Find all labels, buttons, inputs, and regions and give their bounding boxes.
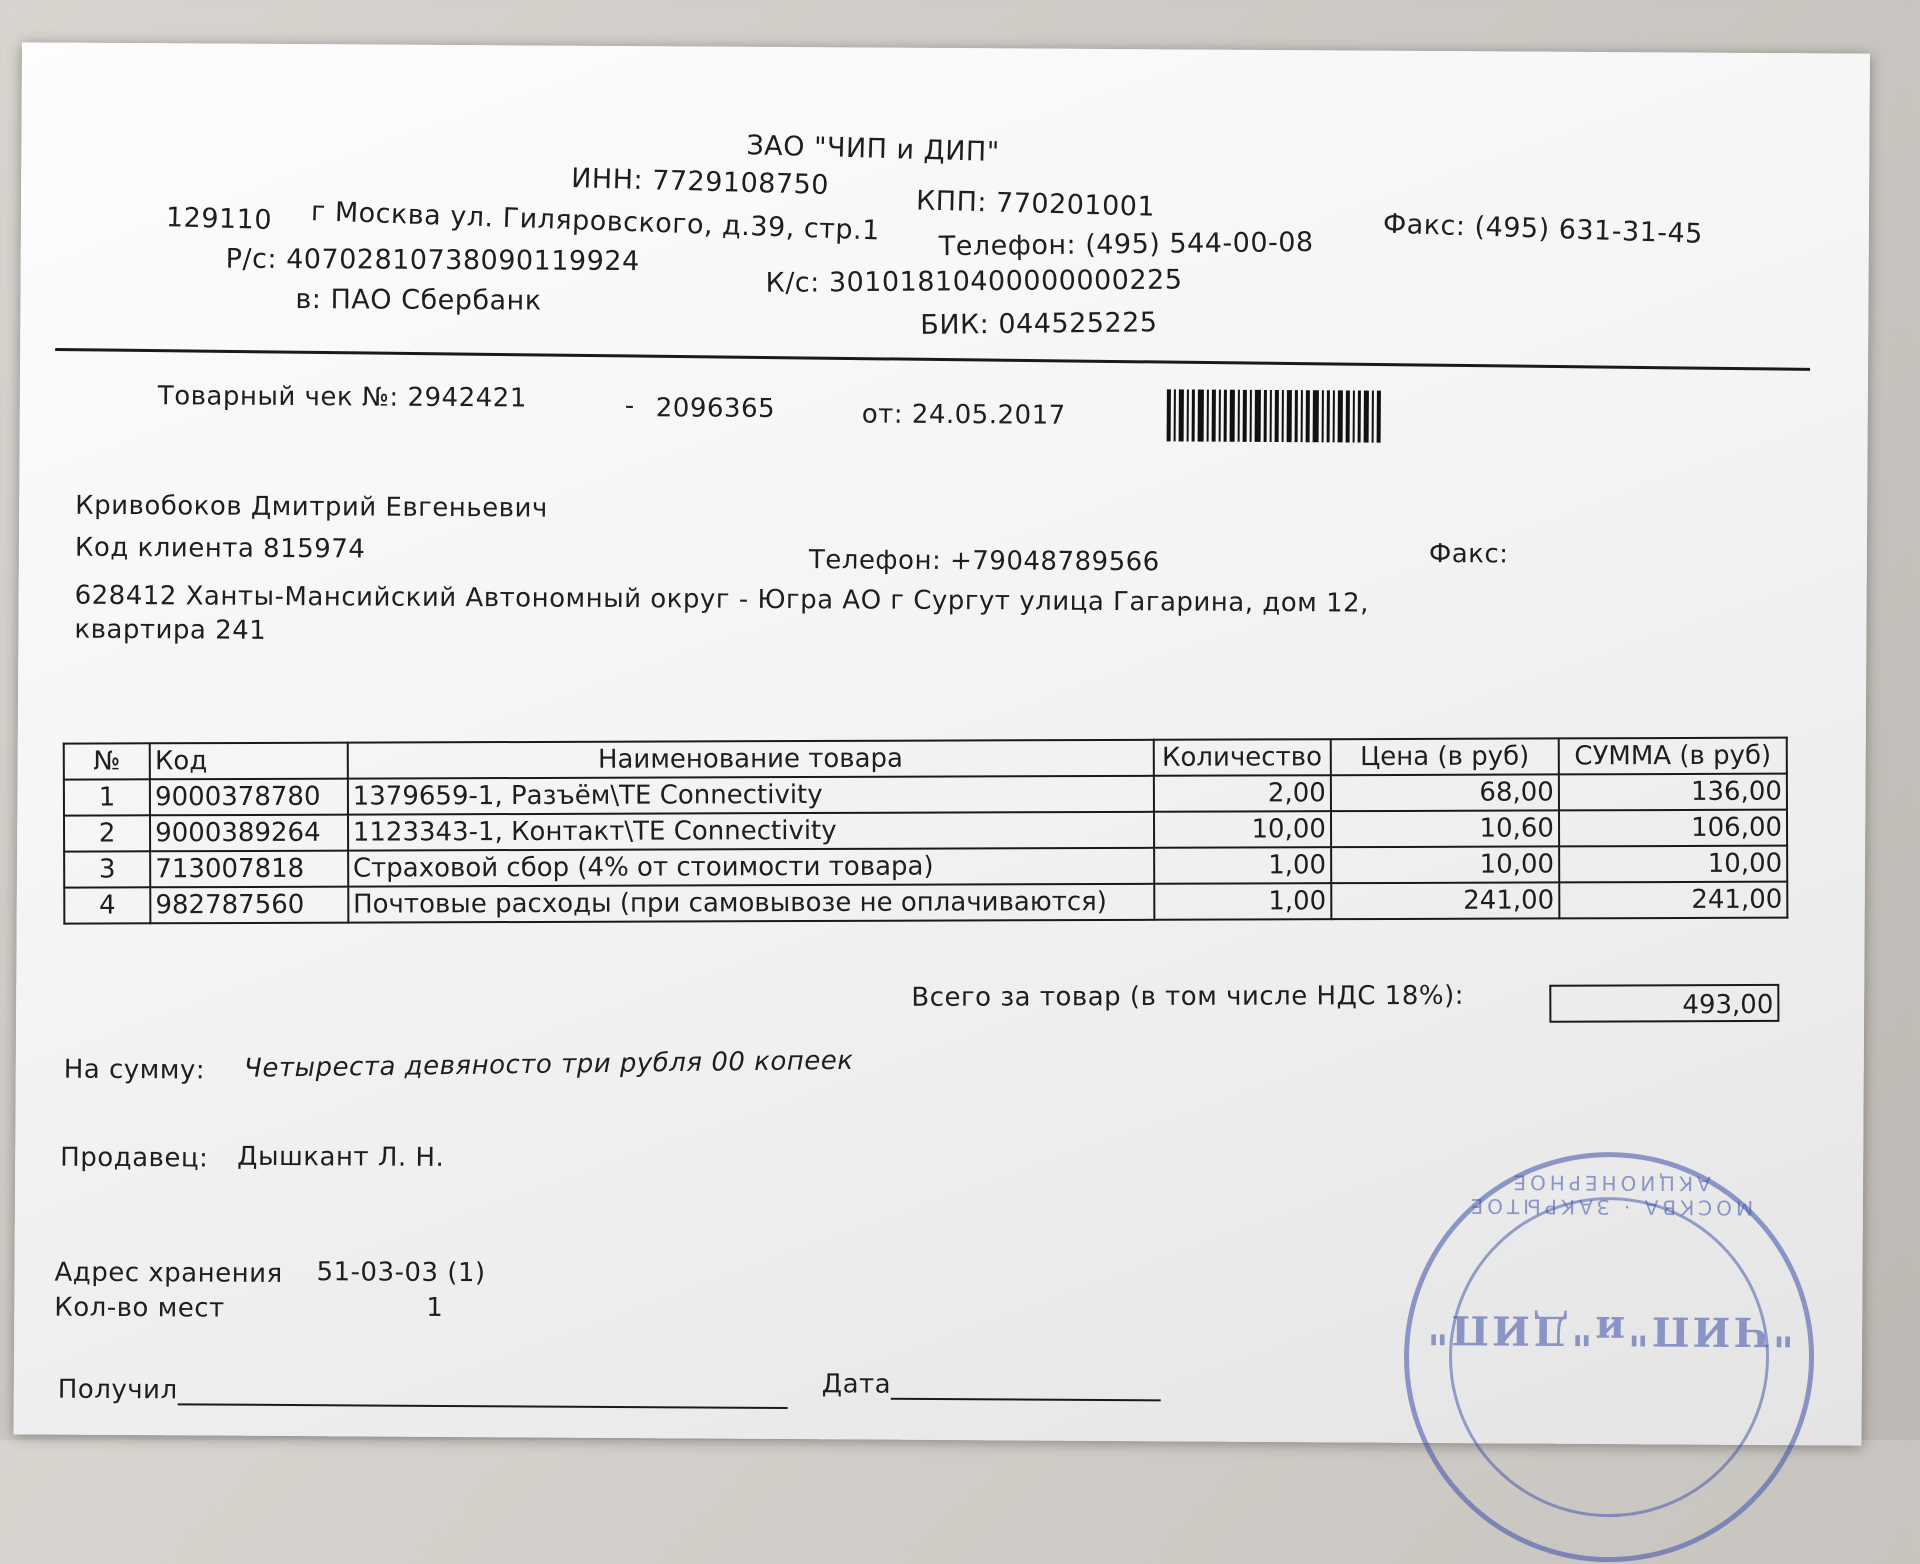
row-num: 1: [64, 779, 150, 815]
company-bik-value: 044525225: [998, 307, 1158, 341]
storage-address-label: Адрес хранения: [54, 1257, 283, 1289]
receipt-number-second: 2096365: [655, 393, 776, 424]
col-header-code: Код: [150, 743, 348, 780]
seller-label: Продавец:: [60, 1142, 209, 1174]
col-header-num: №: [64, 743, 150, 779]
row-num: 3: [64, 851, 150, 887]
barcode: [1167, 389, 1410, 442]
col-header-qty: Количество: [1153, 739, 1330, 776]
client-address-line1: 628412 Ханты-Мансийский Автономный округ - Югра АО г Сургут улица Гагарина, дом 12,: [74, 580, 1370, 619]
company-inn-value: 7729108750: [651, 165, 830, 201]
row-num: 4: [64, 887, 150, 923]
company-header: [22, 42, 1870, 341]
table-row: [64, 846, 1787, 888]
row-qty: 1,00: [1154, 883, 1331, 920]
receipt-paper: [14, 42, 1870, 1445]
receipt-number: Товарный чек №: 2942421: [157, 381, 527, 414]
company-kpp-value: 770201001: [995, 187, 1156, 223]
row-name: 1123343-1, Контакт\TE Connectivity: [348, 812, 1154, 851]
receipt-number-separator: -: [624, 391, 635, 422]
total-label: Всего за товар (в том числе НДС 18%):: [911, 980, 1465, 1013]
company-name: ЗАО "ЧИП и ДИП": [746, 130, 1001, 168]
stamp-inner-ring: [1448, 1196, 1770, 1518]
date-label: Дата: [821, 1369, 892, 1400]
company-postcode: 129110: [165, 202, 273, 236]
client-address-line2: квартира 241: [74, 614, 267, 646]
row-sum: 106,00: [1559, 810, 1787, 847]
company-phone-value: (495) 544-00-08: [1085, 226, 1314, 261]
amount-words: Четыреста девяносто три рубля 00 копеек: [243, 1045, 854, 1084]
receipt-document: [14, 42, 1870, 1445]
receipt-date: от: 24.05.2017: [861, 399, 1066, 431]
table-row: [64, 774, 1787, 816]
company-stamp: [1403, 1151, 1815, 1563]
client-fax: Факс:: [1428, 538, 1509, 570]
col-header-name: Наименование товара: [348, 740, 1154, 779]
row-code: 713007818: [150, 851, 348, 888]
row-price: 241,00: [1331, 882, 1559, 919]
row-qty: 10,00: [1154, 811, 1331, 848]
client-code: Код клиента 815974: [74, 532, 366, 565]
client-code-value: 815974: [263, 533, 366, 565]
places-label: Кол-во мест: [54, 1292, 225, 1324]
total-value: 493,00: [1549, 984, 1779, 1023]
date-field: [822, 1369, 1162, 1401]
table-row: [64, 882, 1787, 924]
company-fax-value: (495) 631-31-45: [1474, 211, 1704, 250]
received-field: [58, 1375, 788, 1409]
company-address: г Москва ул. Гиляровского, д.39, стр.1: [310, 196, 881, 247]
received-signature-line: [178, 1375, 788, 1409]
company-bank: в: ПАО Сбербанк: [295, 284, 542, 317]
stamp-center-text: "ЧИП"и"ДИП": [1424, 1305, 1794, 1356]
header-divider: [55, 348, 1810, 371]
row-code: 9000378780: [150, 779, 348, 816]
receipt-date-value: 24.05.2017: [911, 399, 1066, 431]
row-code: 982787560: [150, 887, 348, 924]
storage-address: 51-03-03 (1): [316, 1257, 486, 1289]
row-name: Почтовые расходы (при самовывозе не оплачиваются): [348, 884, 1154, 923]
items-table: [63, 737, 1789, 925]
table-header-row: [64, 738, 1787, 780]
row-price: 10,00: [1331, 846, 1559, 883]
row-price: 10,60: [1331, 810, 1559, 847]
row-price: 68,00: [1331, 774, 1559, 811]
company-account: Р/с: 40702810738090119924: [225, 243, 640, 278]
row-sum: 241,00: [1559, 882, 1787, 919]
col-header-sum: СУММА (в руб): [1559, 738, 1787, 775]
company-kpp: КПП: 770201001: [915, 185, 1156, 223]
company-account-value: 40702810738090119924: [286, 243, 640, 278]
company-phone: Телефон: (495) 544-00-08: [938, 226, 1314, 263]
client-name: Кривобоков Дмитрий Евгеньевич: [75, 490, 548, 524]
client-phone: Телефон: +79048789566: [808, 545, 1160, 578]
receipt-number-value: 2942421: [407, 382, 527, 414]
client-phone-value: +79048789566: [949, 546, 1160, 578]
row-qty: 1,00: [1154, 847, 1331, 884]
company-inn: ИНН: 7729108750: [570, 163, 830, 201]
company-fax: Факс: (495) 631-31-45: [1382, 208, 1704, 250]
row-qty: 2,00: [1153, 775, 1330, 812]
amount-label: На сумму:: [63, 1054, 206, 1086]
received-label: Получил: [57, 1374, 178, 1406]
row-name: 1379659-1, Разъём\TE Connectivity: [348, 776, 1154, 815]
company-corr-value: 30101810400000000225: [828, 264, 1183, 299]
places-count: 1: [426, 1292, 444, 1323]
seller-name: Дышкант Л. Н.: [237, 1141, 445, 1173]
company-bank-value: ПАО Сбербанк: [330, 284, 542, 317]
date-line: [891, 1370, 1161, 1402]
row-num: 2: [64, 815, 150, 851]
row-name: Страховой сбор (4% от стоимости товара): [348, 848, 1154, 887]
company-bik: БИК: 044525225: [920, 307, 1158, 341]
row-sum: 136,00: [1559, 774, 1787, 811]
table-row: [64, 810, 1787, 852]
row-code: 9000389264: [150, 815, 348, 852]
row-sum: 10,00: [1559, 846, 1787, 883]
company-corr-account: К/с: 30101810400000000225: [765, 264, 1183, 299]
stamp-ring-text: МОСКВА · ЗАКРЫТОЕ АКЦИОНЕРНОЕ: [1466, 1170, 1754, 1220]
col-header-price: Цена (в руб): [1331, 738, 1559, 775]
